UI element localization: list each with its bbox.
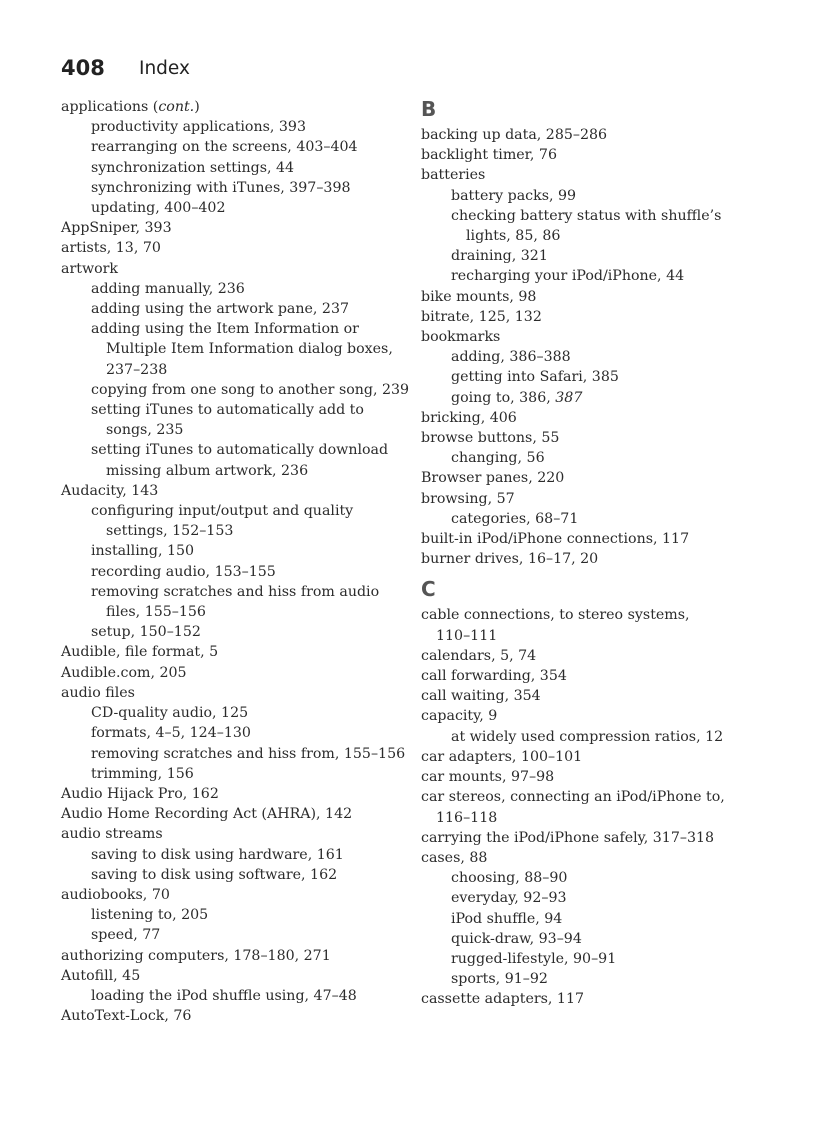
index-subentry: draining, 321	[451, 248, 548, 265]
index-subentry: adding using the artwork pane, 237	[91, 301, 350, 318]
index-entry: capacity, 9	[421, 708, 498, 725]
index-subentry: removing scratches and hiss from, 155–156	[91, 745, 406, 762]
index-entry: artists, 13, 70	[61, 240, 161, 257]
index-entry-continuation: 110–111	[436, 627, 498, 644]
index-subentry: synchronizing with iTunes, 397–398	[91, 179, 351, 196]
index-subentry: adding, 386–388	[451, 349, 571, 366]
index-column-left	[61, 97, 411, 1026]
index-entry: backlight timer, 76	[421, 147, 557, 164]
index-entry	[61, 97, 411, 117]
index-subentry: getting into Safari, 385	[451, 369, 619, 386]
index-subentry: recharging your iPod/iPhone, 44	[451, 268, 685, 285]
index-subentry: checking battery status with shuffle’s	[451, 207, 722, 224]
index-subentry: copying from one song to another song, 239	[91, 381, 410, 398]
index-column-right	[421, 97, 771, 1010]
page-number: 408	[61, 56, 105, 80]
section-title: Index	[139, 58, 190, 79]
index-entry: car adapters, 100–101	[421, 748, 583, 765]
index-subentry: at widely used compression ratios, 12	[451, 728, 724, 745]
index-subentry: setup, 150–152	[91, 624, 201, 641]
index-subentry: choosing, 88–90	[451, 870, 568, 887]
index-entry: Audible.com, 205	[61, 664, 187, 681]
index-entry-continuation: 116–118	[436, 809, 498, 826]
index-entry: call forwarding, 354	[421, 668, 567, 685]
index-subentry: rugged-lifestyle, 90–91	[451, 950, 617, 967]
index-entry: car mounts, 97–98	[421, 769, 555, 786]
index-subentry: productivity applications, 393	[91, 119, 306, 136]
index-entry: built-in iPod/iPhone connections, 117	[421, 531, 690, 548]
index-entry: audio files	[61, 684, 135, 701]
index-entry-continuation: settings, 152–153	[106, 523, 234, 540]
index-subentry: sports, 91–92	[451, 971, 548, 988]
index-subentry: CD-quality audio, 125	[91, 705, 249, 722]
index-entry: audiobooks, 70	[61, 886, 170, 903]
index-entry: cases, 88	[421, 849, 488, 866]
index-entry: cassette adapters, 117	[421, 991, 585, 1008]
index-subentry: installing, 150	[91, 543, 195, 560]
index-letter-heading: C	[421, 577, 436, 602]
index-subentry: everyday, 92–93	[451, 890, 567, 907]
index-entry: bitrate, 125, 132	[421, 308, 542, 325]
index-entry-text-part: applications (	[61, 99, 159, 115]
index-entry: bike mounts, 98	[421, 288, 537, 305]
index-subentry: adding using the Item Information or	[91, 321, 359, 338]
index-entry-continuation: 237–238	[106, 361, 168, 378]
index-entry-text-part: )	[194, 99, 200, 115]
index-entry: backing up data, 285–286	[421, 127, 608, 143]
index-subentry: trimming, 156	[91, 765, 194, 782]
index-entry: Audio Home Recording Act (AHRA), 142	[61, 806, 353, 823]
index-subentry: saving to disk using software, 162	[91, 866, 338, 883]
index-letter-heading: B	[421, 97, 437, 121]
index-subentry: loading the iPod shuffle using, 47–48	[91, 987, 357, 1004]
index-subentry: configuring input/output and quality	[91, 503, 354, 520]
index-entry: AutoText-Lock, 76	[61, 1008, 192, 1025]
index-entry: browsing, 57	[421, 490, 515, 507]
index-entry: carrying the iPod/iPhone safely, 317–318	[421, 829, 715, 846]
index-subentry: quick-draw, 93–94	[451, 930, 582, 947]
index-subentry: battery packs, 99	[451, 187, 577, 204]
index-subentry: formats, 4–5, 124–130	[91, 725, 251, 742]
index-entry-continuation: songs, 235	[106, 422, 184, 439]
index-entry: artwork	[61, 260, 119, 277]
index-entry: Autofill, 45	[61, 967, 141, 984]
index-entry: bricking, 406	[421, 409, 517, 426]
index-subentry: saving to disk using hardware, 161	[91, 846, 344, 863]
index-entry: audio streams	[61, 826, 163, 843]
index-subentry: removing scratches and hiss from audio	[91, 583, 380, 600]
index-entry-continuation: lights, 85, 86	[466, 228, 561, 245]
index-subentry: speed, 77	[91, 927, 161, 944]
index-entry-continuation: missing album artwork, 236	[106, 462, 309, 479]
index-entry: car stereos, connecting an iPod/iPhone to,	[421, 789, 725, 806]
index-entry-continuation: Multiple Item Information dialog boxes,	[106, 341, 393, 358]
index-subentry: setting iTunes to automatically download	[91, 442, 389, 459]
index-entry: calendars, 5, 74	[421, 647, 537, 664]
index-entry: authorizing computers, 178–180, 271	[61, 947, 331, 964]
index-entry: Audio Hijack Pro, 162	[61, 785, 219, 802]
index-subentry	[421, 388, 771, 408]
index-entry: Audible, file format, 5	[61, 644, 219, 661]
index-entry: Audacity, 143	[61, 482, 159, 499]
index-entry: AppSniper, 393	[61, 220, 172, 237]
index-entry: burner drives, 16–17, 20	[421, 551, 599, 568]
index-entry-text-part: cont.	[158, 99, 195, 115]
index-entry: batteries	[421, 167, 486, 184]
index-entry: call waiting, 354	[421, 688, 541, 705]
index-subentry: setting iTunes to automatically add to	[91, 402, 364, 419]
index-subentry: recording audio, 153–155	[91, 563, 276, 580]
index-subentry: rearranging on the screens, 403–404	[91, 139, 358, 156]
index-subentry: synchronization settings, 44	[91, 159, 295, 176]
index-subentry: iPod shuffle, 94	[451, 910, 563, 927]
index-subentry: categories, 68–71	[451, 510, 579, 527]
index-entry-continuation: files, 155–156	[106, 604, 206, 621]
index-entry: bookmarks	[421, 329, 501, 346]
index-subentry: listening to, 205	[91, 907, 209, 924]
index-entry: Browser panes, 220	[421, 470, 565, 487]
index-subentry: changing, 56	[451, 450, 545, 467]
index-subentry: updating, 400–402	[91, 200, 226, 217]
index-entry: browse buttons, 55	[421, 430, 560, 447]
index-entry-text-part: going to, 386,	[451, 389, 556, 406]
index-entry-text-part: 387	[555, 389, 583, 406]
index-subentry: adding manually, 236	[91, 280, 245, 297]
index-entry: cable connections, to stereo systems,	[421, 607, 690, 624]
